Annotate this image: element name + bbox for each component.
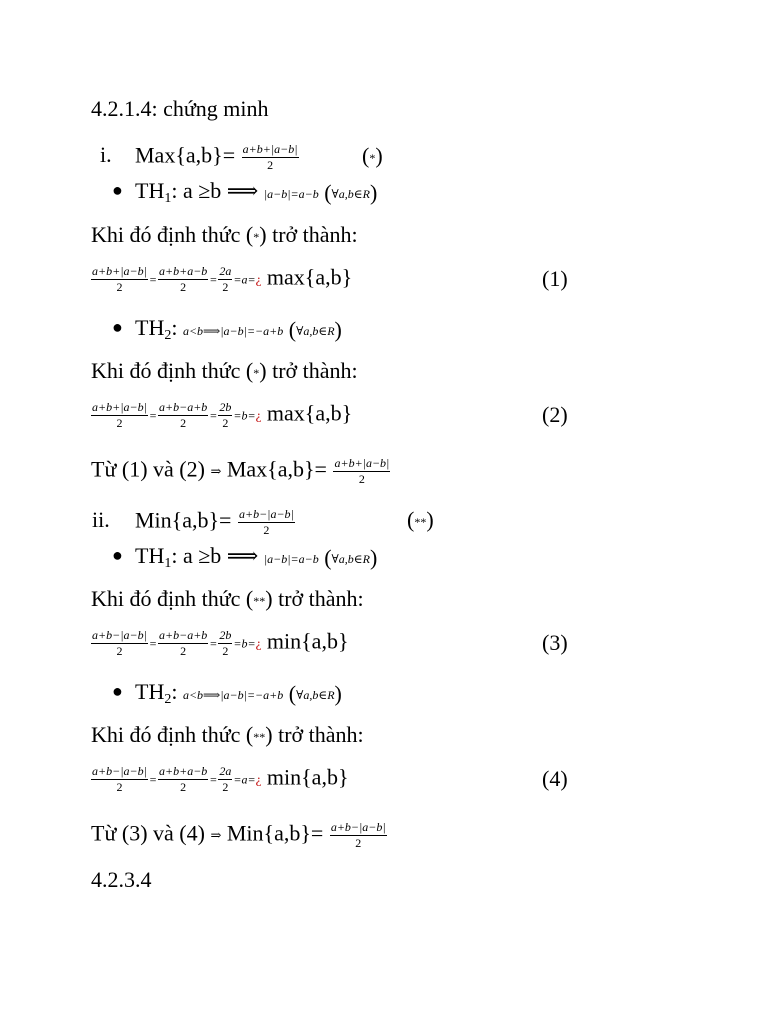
part-i-marker: i. xyxy=(100,142,112,167)
case-2-forall: ∀a,b∈R xyxy=(296,324,335,338)
max-definition xyxy=(135,142,300,173)
bullet-icon: ● xyxy=(112,681,123,701)
case-1-forall: ∀a,b∈R xyxy=(331,187,371,201)
star-marker-2: (**) xyxy=(407,507,434,532)
max-fraction-num: a+b+|a−b| xyxy=(242,142,298,156)
max-conclusion: Từ (1) và (2) ⇒ Max{a,b}= $\frac{a+b+|a-b|}{2}$ xyxy=(91,456,390,486)
equation-3: $\frac{a+b-|a-b|}{2}$ = $\frac{a+b-a+b}{2}$ = $\frac{2b}{2}$ =b=¿ min{a,b} xyxy=(92,628,349,658)
case-2-min: $TH_2$: a<b⟹|a−b|=−a+b (∀a,b∈R) xyxy=(135,679,342,707)
section-heading: 4.2.1.4: chứng minh xyxy=(91,96,269,121)
min-definition xyxy=(135,507,296,538)
equation-1: $\frac{a+b+|a-b|}{2}$ = $\frac{a+b+a-b}{2}$ = $\frac{2a}{2}$ =a=¿ max{a,b} xyxy=(92,264,353,294)
part-ii-line xyxy=(92,507,110,533)
equation-2-number: (2) xyxy=(542,402,568,427)
min-conclusion: Từ (3) và (4) ⇒ Min{a,b}= $\frac{a+b-|a-b|}{2}$ xyxy=(91,820,386,850)
part-ii-marker: ii. xyxy=(92,507,110,532)
max-label: Max{a,b}= xyxy=(135,142,236,168)
equation-4: $\frac{a+b-|a-b|}{2}$ = $\frac{a+b+a-b}{2}$ = $\frac{2a}{2}$ =a=¿ min{a,b} xyxy=(92,764,349,794)
bullet-icon: ● xyxy=(112,545,123,565)
max-fraction-den: 2 xyxy=(267,158,274,172)
case-2-max: $TH_2$: a<b⟹|a−b|=−a+b (∀a,b∈R) xyxy=(135,315,342,343)
equation-4-number: (4) xyxy=(542,766,568,791)
case-2-condition: a<b⟹|a−b|=−a+b xyxy=(182,324,284,338)
equation-3-number: (3) xyxy=(542,630,568,655)
equation-1-number: (1) xyxy=(542,266,568,291)
equation-1-result: max{a,b} xyxy=(266,264,353,290)
case-1-result: |a−b|=a−b xyxy=(263,187,319,201)
bullet-icon: ● xyxy=(112,180,123,200)
equation-2: $\frac{a+b+|a-b|}{2}$ = $\frac{a+b-a+b}{2}$ = $\frac{2b}{2}$ =b=¿ max{a,b} xyxy=(92,400,353,430)
equation-2-result: max{a,b} xyxy=(266,400,353,426)
case-1-min: $TH_1$: a ≥b ⟹ |a−b|=a−b (∀a,b∈R) xyxy=(135,543,378,571)
section-heading-2: 4.2.3.4 xyxy=(91,867,152,892)
min-label: Min{a,b}= xyxy=(135,507,232,533)
then-statement-4: Khi đó định thức (**) trở thành: xyxy=(91,722,364,747)
then-statement-1: Khi đó định thức (*) trở thành: xyxy=(91,222,358,247)
then-statement-3: Khi đó định thức (**) trở thành: xyxy=(91,586,364,611)
case-1-condition: : a ≥b ⟹ xyxy=(171,178,259,203)
star-marker-1: (*) xyxy=(362,143,383,168)
case-1-max: $TH_1$: a ≥b ⟹ |a−b|=a−b (∀a,b∈R) xyxy=(135,178,378,206)
then-statement-2: Khi đó định thức (*) trở thành: xyxy=(91,358,358,383)
part-i-line xyxy=(100,142,112,168)
max-fraction xyxy=(242,142,299,173)
min-fraction: $\frac{a+b-|a-b|}{2}$ xyxy=(238,507,294,537)
bullet-icon: ● xyxy=(112,317,123,337)
